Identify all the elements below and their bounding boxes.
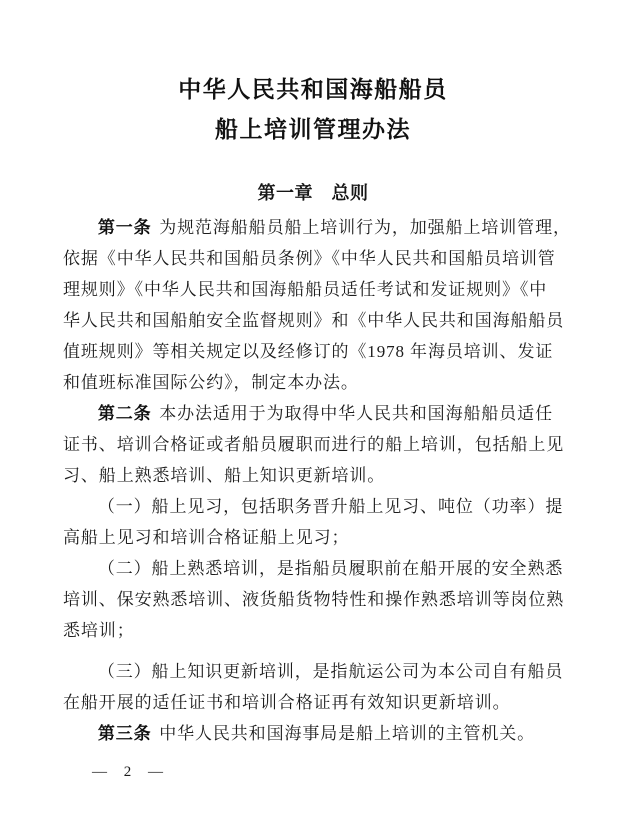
document-title (0, 70, 626, 150)
text-line-content: 依据《中华人民共和国船员条例》《中华人民共和国船员培训管 (63, 249, 556, 268)
text-line (63, 398, 573, 429)
article-block (63, 212, 573, 398)
text-line (63, 656, 573, 687)
page-number: 2 (123, 764, 132, 780)
text-line-content: 华人民共和国船舶安全监督规则》和《中华人民共和国海船船员 (63, 311, 565, 330)
text-line-content: 理规则》《中华人民共和国海船船员适任考试和发证规则》《中 (63, 280, 548, 299)
list-item-block (63, 553, 573, 646)
text-line (63, 274, 573, 305)
text-line (63, 522, 573, 553)
text-line-content: 悉培训； (63, 621, 135, 640)
list-item-block (63, 491, 573, 553)
text-line (63, 212, 573, 243)
text-line-content: 在船开展的适任证书和培训合格证再有效知识更新培训。 (63, 693, 511, 712)
text-line (63, 336, 573, 367)
text-line-content: 为规范海船船员船上培训行为，加强船上培训管理， (159, 218, 571, 237)
text-line (63, 718, 573, 749)
page-footer (92, 763, 163, 781)
text-line-content: 培训、保安熟悉培训、液货船货物特性和操作熟悉培训等岗位熟 (63, 590, 565, 609)
text-line (63, 367, 573, 398)
text-line (63, 460, 573, 491)
text-line-content: 值班规则》等相关规定以及经修订的《1978 年海员培训、发证 (63, 342, 554, 361)
text-line-content: 中华人民共和国海事局是船上培训的主管机关。 (159, 724, 536, 743)
footer-dash-left: — (92, 764, 107, 780)
text-line (63, 243, 573, 274)
article-block (63, 718, 573, 749)
text-line (63, 615, 573, 646)
text-line-content: （一）船上见习，包括职务晋升船上见习、吨位（功率）提 (97, 497, 564, 516)
text-line-content: （二）船上熟悉培训，是指船员履职前在船开展的安全熟悉 (97, 559, 564, 578)
article-label: 第一条 (97, 218, 152, 237)
article-label: 第二条 (97, 404, 152, 423)
article-label: 第三条 (97, 724, 152, 743)
document-title-line-2: 船上培训管理办法 (215, 117, 411, 142)
text-line (63, 305, 573, 336)
text-line (63, 429, 573, 460)
text-line-content: 本办法适用于为取得中华人民共和国海船船员适任 (159, 404, 553, 423)
article-block (63, 398, 573, 491)
list-item-block (63, 656, 573, 718)
text-line (63, 687, 573, 718)
text-line (63, 491, 573, 522)
text-line-content: 高船上见习和培训合格证船上见习； (63, 528, 350, 547)
chapter-heading: 第一章 总则 (257, 183, 369, 203)
footer-dash-right: — (148, 764, 163, 780)
text-line (63, 553, 573, 584)
text-line (63, 584, 573, 615)
document-title-line-1: 中华人民共和国海船船员 (178, 77, 448, 102)
document-body (63, 212, 573, 749)
text-line-content: 习、船上熟悉培训、船上知识更新培训。 (63, 466, 386, 485)
text-line-content: （三）船上知识更新培训，是指航运公司为本公司自有船员 (97, 662, 564, 681)
text-line-content: 和值班标准国际公约》，制定本办法。 (63, 373, 359, 392)
text-line-content: 证书、培训合格证或者船员履职而进行的船上培训，包括船上见 (63, 435, 565, 454)
